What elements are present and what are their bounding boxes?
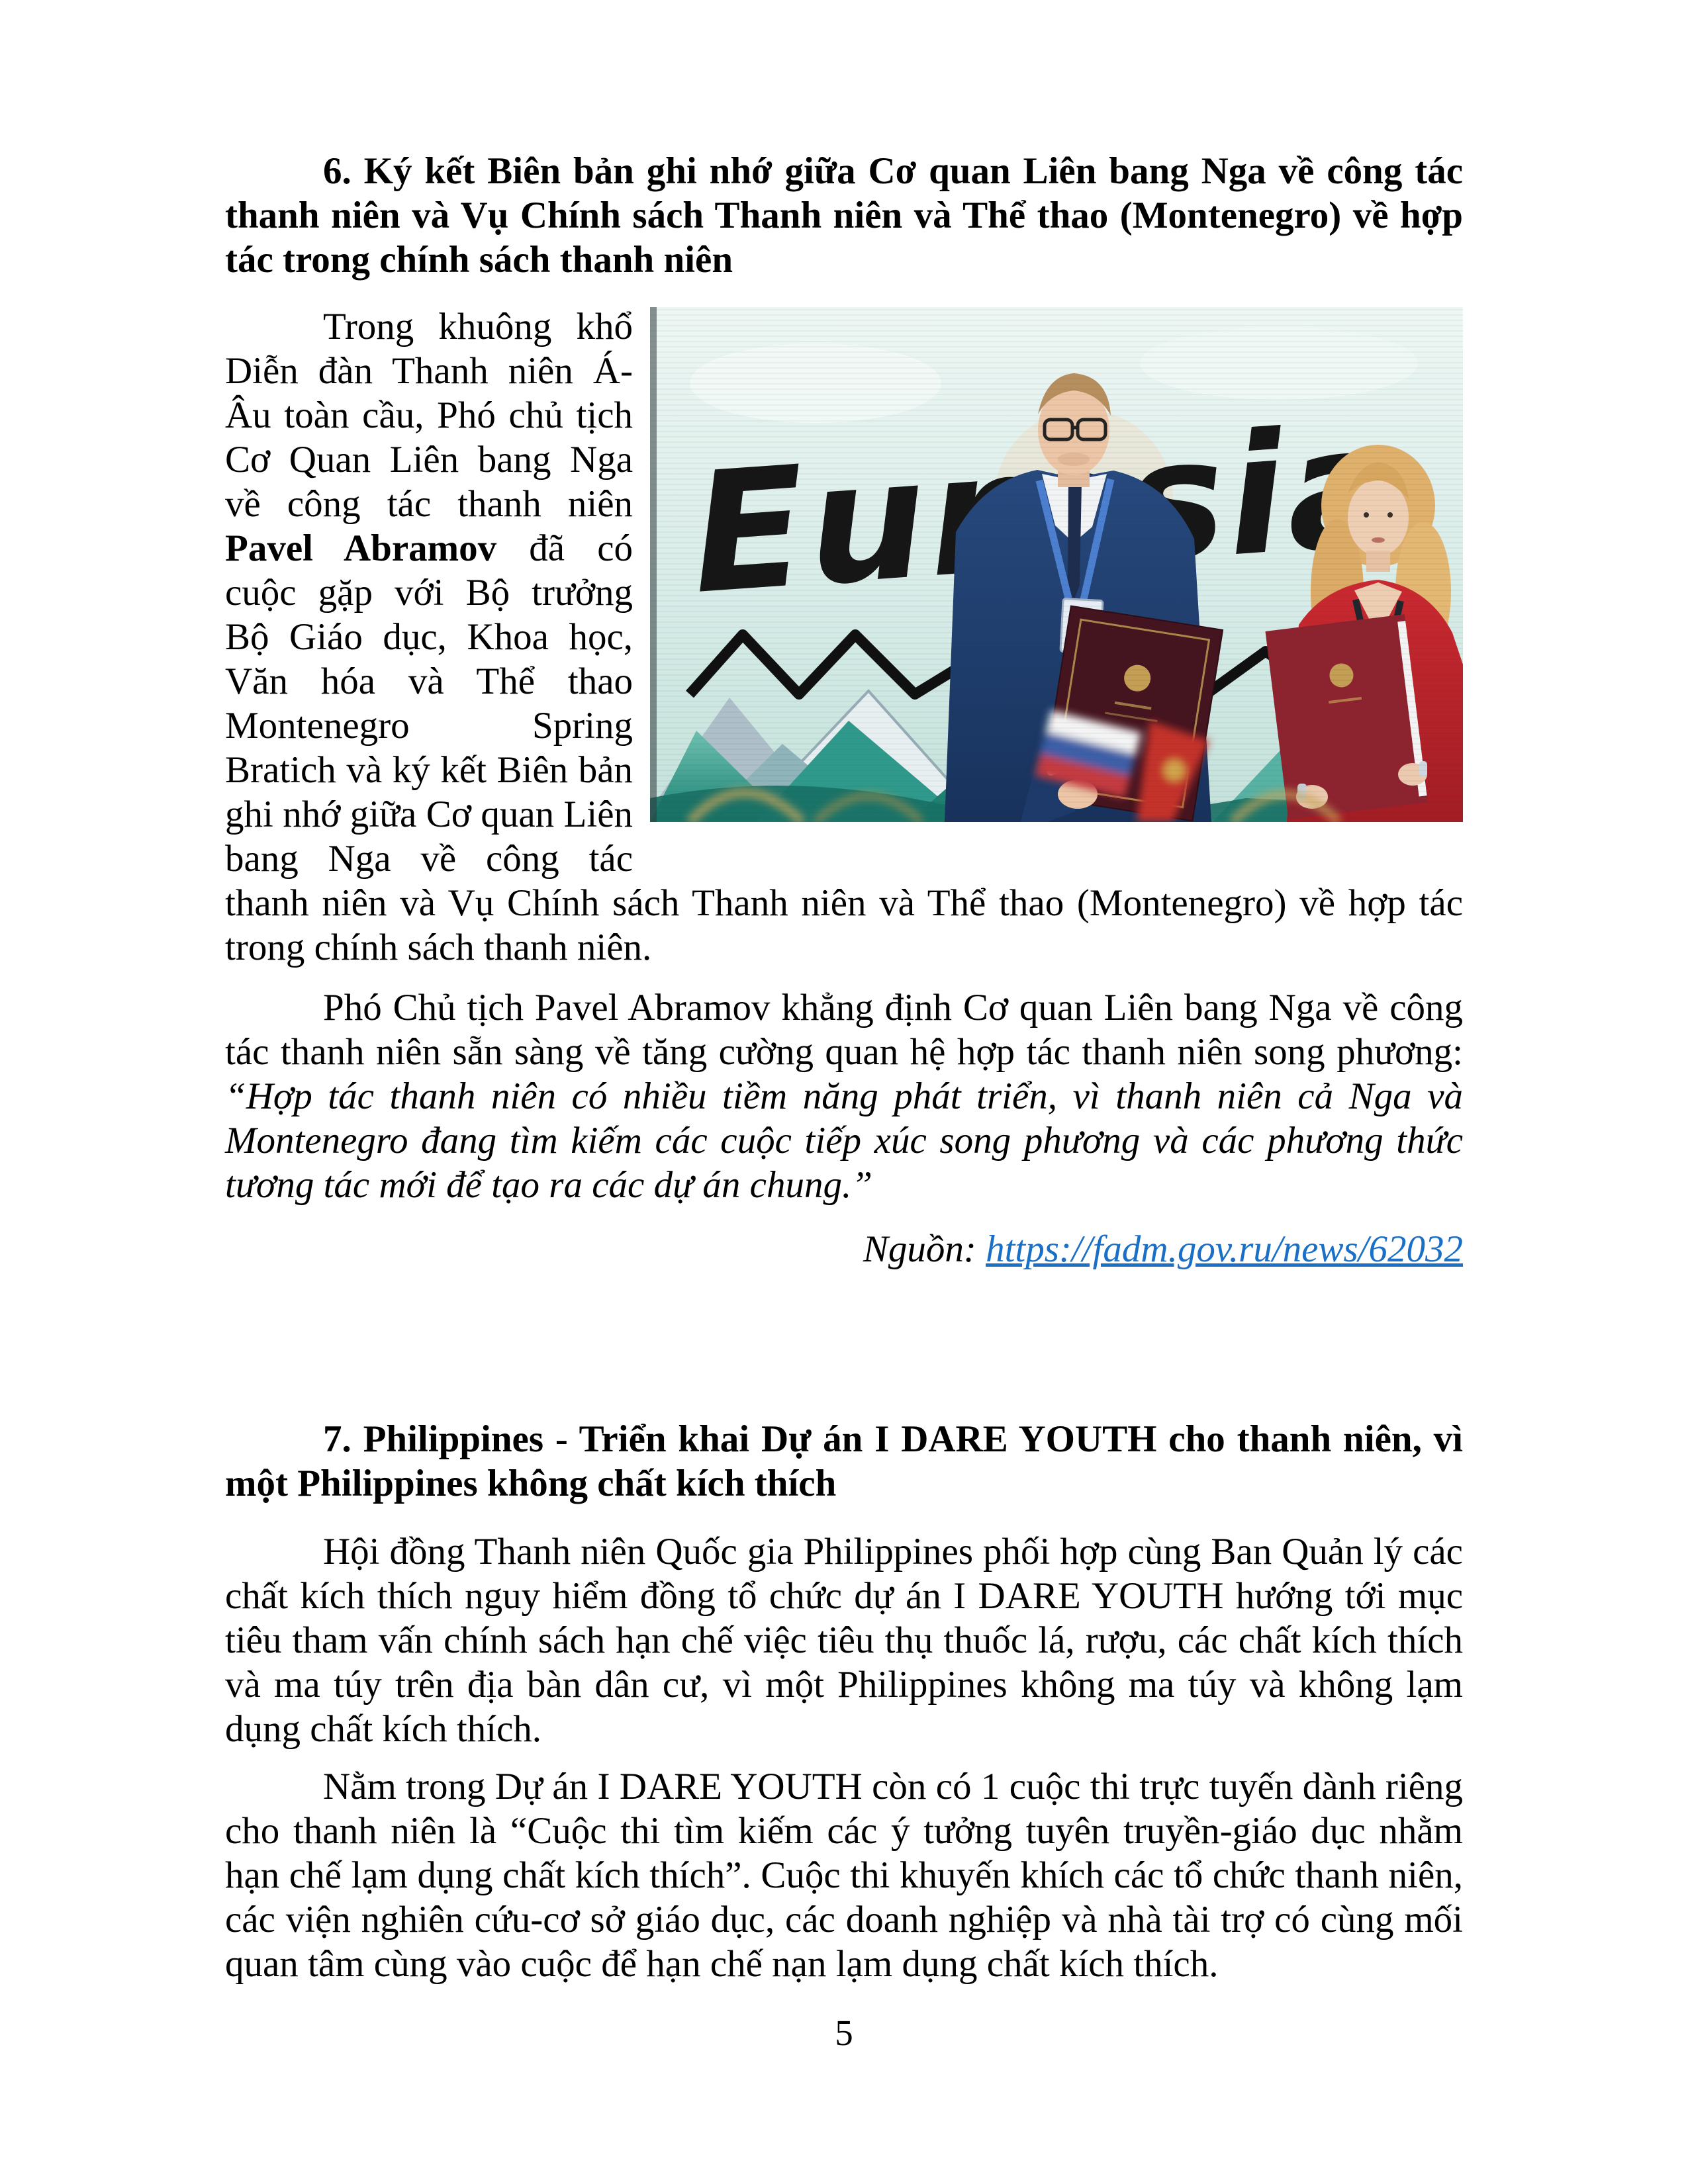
section7-paragraph-2: Nằm trong Dự án I DARE YOUTH còn có 1 cuộc thi trực tuyến dành riêng cho thanh niên là “Cuộc thi tìm kiếm các ý tưởng tuyên truyền-giáo dục nhằm hạn chế lạm dụng chất kích thích”. Cuộc thi khuyến khích các tổ chức thanh niên, các viện nghiên cứu-cơ sở giáo dục, các doanh nghiệp và nhà tài trợ có cùng mối quan tâm cùng vào cuộc để hạn chế nạn lạm dụng chất kích thích. bbox=[225, 1766, 1463, 1985]
person-name-bold: Pavel Abramov bbox=[225, 527, 497, 569]
paragraph-text: Trong khuông khổ Diễn đàn Thanh niên Á-Âu toàn cầu, Phó chủ tịch Cơ Quan Liên bang Nga về công tác thanh niên bbox=[225, 306, 633, 525]
signing-ceremony-illustration bbox=[650, 307, 1463, 822]
paragraph-text: Phó Chủ tịch Pavel Abramov khẳng định Cơ quan Liên bang Nga về công tác thanh niên sẵn sàng về tăng cường quan hệ hợp tác thanh niên song phương: bbox=[225, 987, 1463, 1073]
section7-paragraph-1: Hội đồng Thanh niên Quốc gia Philippines phối hợp cùng Ban Quản lý các chất kích thích nguy hiểm đồng tổ chức dự án I DARE YOUTH hướng tới mục tiêu tham vấn chính sách hạn chế việc tiêu thụ thuốc lá, rượu, các chất kích thích và ma túy trên địa bàn dân cư, vì một Philippines không ma túy và không lạm dụng chất kích thích. bbox=[225, 1531, 1463, 1750]
section6-paragraph-2 bbox=[225, 985, 1463, 1207]
section6-heading: 6. Ký kết Biên bản ghi nhớ giữa Cơ quan Liên bang Nga về công tác thanh niên và Vụ Chính sách Thanh niên và Thể thao (Montenegro) về hợp tác trong chính sách thanh niên bbox=[225, 150, 1463, 281]
paragraph-text: đã có cuộc gặp với Bộ trưởng Bộ Giáo dục, Khoa học, Văn hóa và Thể thao Montenegro Spring Bratich và ký kết Biên bản ghi nhớ giữa Cơ quan Liên bang Nga về công tác thanh niên và Vụ Chính sách Thanh niên và Thể thao (Montenegro) về hợp tác trong chính sách thanh niên. bbox=[225, 527, 1463, 968]
signing-ceremony-photo bbox=[650, 307, 1463, 822]
source-line bbox=[225, 1227, 1463, 1271]
source-label: Nguồn: bbox=[863, 1228, 986, 1270]
source-link[interactable]: https://fadm.gov.ru/news/62032 bbox=[986, 1228, 1463, 1270]
section7-heading: 7. Philippines - Triển khai Dự án I DARE YOUTH cho thanh niên, vì một Philippines không chất kích thích bbox=[225, 1418, 1463, 1504]
section6-paragraph-1 bbox=[225, 304, 1463, 970]
quote-text: “Hợp tác thanh niên có nhiều tiềm năng phát triển, vì thanh niên cả Nga và Montenegro đang tìm kiếm các cuộc tiếp xúc song phương và các phương thức tương tác mới để tạo ra các dự án chung.” bbox=[225, 1075, 1463, 1206]
page-number: 5 bbox=[835, 2013, 853, 2053]
